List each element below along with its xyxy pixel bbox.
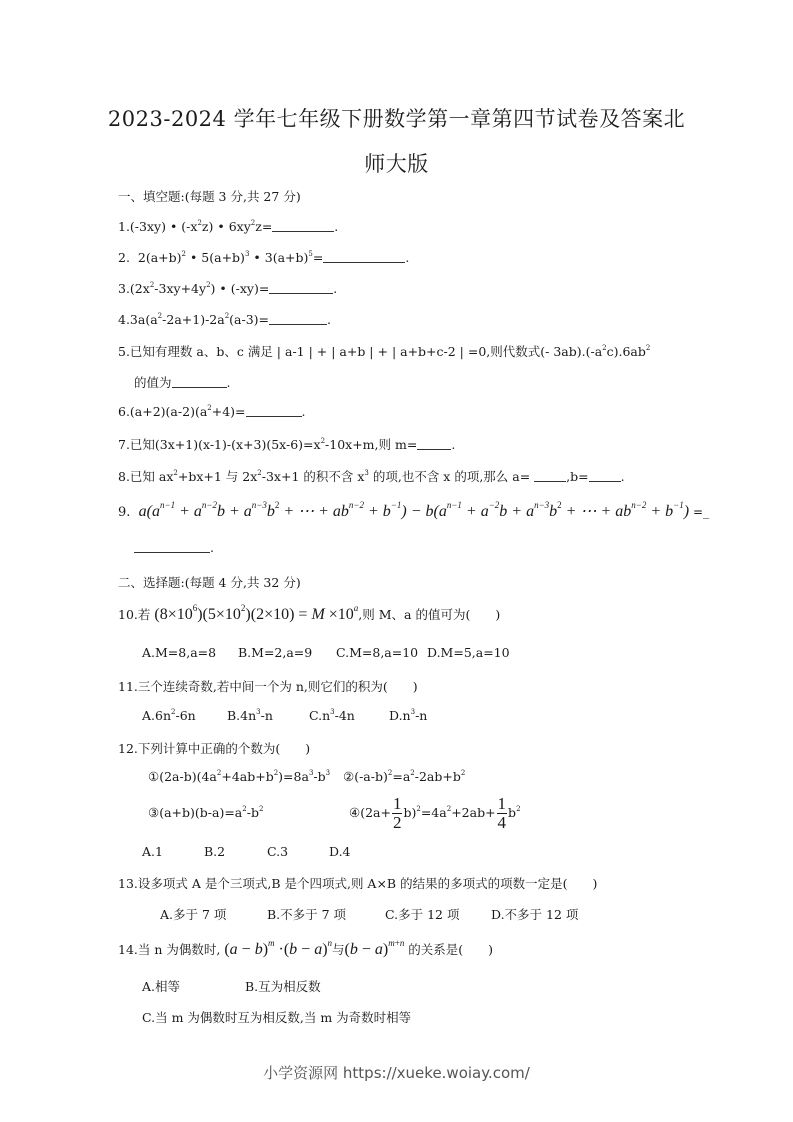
question-5-continued: 的值为 . — [134, 375, 231, 390]
question-5: 5.已知有理数 a、b、c 满足 | a-1 | + | a+b | + | a+b+c-2 | =0,则代数式(- $3ab).(-a^2c).6ab^2$ — [118, 344, 651, 359]
q11-option-b[interactable]: $B.4n^3-n$ — [227, 708, 273, 723]
q12-statement-3: $③(a+b)(b-a)=a^2-b^2$ — [148, 805, 264, 820]
question-1: 1.(-3xy) • $(-x^2z)$ • $6xy^2z=$ . — [118, 219, 339, 234]
q10-option-c[interactable]: C.M=8,a=10 — [336, 645, 419, 660]
question-6: $6.(a+2)(a-2)(a^2+4)=$ . — [118, 404, 306, 419]
question-11: 11.三个连续奇数,若中间一个为 n,则它们的积为( ) — [118, 679, 418, 694]
question-4: $4.3a(a^2-2a+1)-2a^2(a-3)=$ . — [118, 312, 332, 327]
question-10: 10.若 $(8\times 10^6)(5\times 10^2)(2\times 10) = M \times 10^a$,则 M、a 的值可为( ) — [118, 603, 501, 623]
answer-blank[interactable] — [246, 404, 302, 417]
answer-blank[interactable] — [269, 312, 327, 325]
question-9: 9. $a(a^{n-1} + a^{n-2}b + a^{n-3}b^2$ + ⋯ + $ab^{n-2} + b^{-1}) - b(a^{n-1} + a^{-2}b + a^{n-3}b^2$ + ⋯ + $ab^{n-2} + b^{-1}$) =_ — [118, 500, 710, 520]
question-8: 8.已知 $ax^2+bx+1$ 与 $2x^2-3x+1$ 的积不含 $x^3$ 的项,也不含 x 的项,那么 a= ,b= . — [118, 469, 625, 484]
answer-blank[interactable] — [269, 281, 333, 294]
section1-heading: 一、填空题:(每题 3 分,共 27 分) — [118, 189, 301, 204]
answer-blank[interactable] — [272, 219, 334, 232]
question-3: $3.(2x^2-3xy+4y^2)$ • (-xy)= . — [118, 281, 338, 296]
q10-option-a[interactable]: A.M=8,a=8 — [142, 645, 217, 660]
q12-statement-2: $②(-a-b)^2=a^2-2ab+b^2$ — [343, 769, 466, 784]
question-7: 7.已知$(3x+1)(x-1)-(x+3)(5x-6)=x^2-10x+m$,则 m= . — [118, 437, 456, 452]
q12-option-a[interactable]: A.1 — [142, 844, 163, 859]
question-2: 2. $2(a+b)^2$ • $5(a+b)^3$ • $3(a+b)^5=$ . — [118, 250, 410, 265]
question-9-continued: . — [134, 540, 214, 555]
q13-option-c[interactable]: C.多于 12 项 — [385, 907, 460, 922]
q10-option-d[interactable]: D.M=5,a=10 — [427, 645, 510, 660]
document-title-line1: 2023-2024 学年七年级下册数学第一章第四节试卷及答案北 — [107, 107, 686, 131]
answer-blank-b[interactable] — [589, 469, 621, 482]
q12-option-d[interactable]: D.4 — [329, 844, 351, 859]
q11-option-c[interactable]: $C.n^3-4n$ — [309, 708, 355, 723]
section2-heading: 二、选择题:(每题 4 分,共 32 分) — [118, 575, 301, 590]
document-title-line2: 师大版 — [364, 152, 429, 176]
answer-blank[interactable] — [323, 250, 405, 263]
q11-option-a[interactable]: $A.6n^2-6n$ — [142, 708, 196, 723]
answer-blank[interactable] — [134, 540, 210, 553]
q13-option-a[interactable]: A.多于 7 项 — [160, 907, 227, 922]
q14-option-b[interactable]: B.互为相反数 — [245, 979, 321, 994]
question-13: 13.设多项式 A 是个三项式,B 是个四项式,则 A×B 的结果的多项式的项数一定是( ) — [118, 876, 598, 891]
q13-option-d[interactable]: D.不多于 12 项 — [491, 907, 579, 922]
q12-option-b[interactable]: B.2 — [204, 844, 226, 859]
answer-blank[interactable] — [172, 375, 227, 388]
q14-option-c[interactable]: C.当 m 为偶数时互为相反数,当 m 为奇数时相等 — [142, 1010, 412, 1025]
q14-option-a[interactable]: A.相等 — [142, 979, 181, 994]
answer-blank-a[interactable] — [534, 469, 566, 482]
q10-option-b[interactable]: B.M=2,a=9 — [238, 645, 313, 660]
answer-blank[interactable] — [417, 437, 451, 450]
q12-statement-1: $①(2a-b)(4a^2+4ab+b^2)=8a^3-b^3$ — [148, 769, 331, 784]
q12-option-c[interactable]: C.3 — [267, 844, 289, 859]
q11-option-d[interactable]: $D.n^3-n$ — [389, 708, 428, 723]
footer-watermark: 小学资源网 https://xueke.woiay.com/ — [263, 1064, 530, 1082]
q12-statement-4: ④(2a+ $\frac{1}{2}$ $b)^2=4a^2+2ab+$ $\frac{1}{4}$ $b^2$ — [349, 794, 521, 832]
question-14: 14.当 n 为偶数时, $(a - b)^m \cdot(b - a)^n$与$(b - a)^{m+n}$ 的关系是( ) — [118, 938, 494, 958]
question-12: 12.下列计算中正确的个数为( ) — [118, 741, 311, 756]
q13-option-b[interactable]: B.不多于 7 项 — [267, 907, 347, 922]
